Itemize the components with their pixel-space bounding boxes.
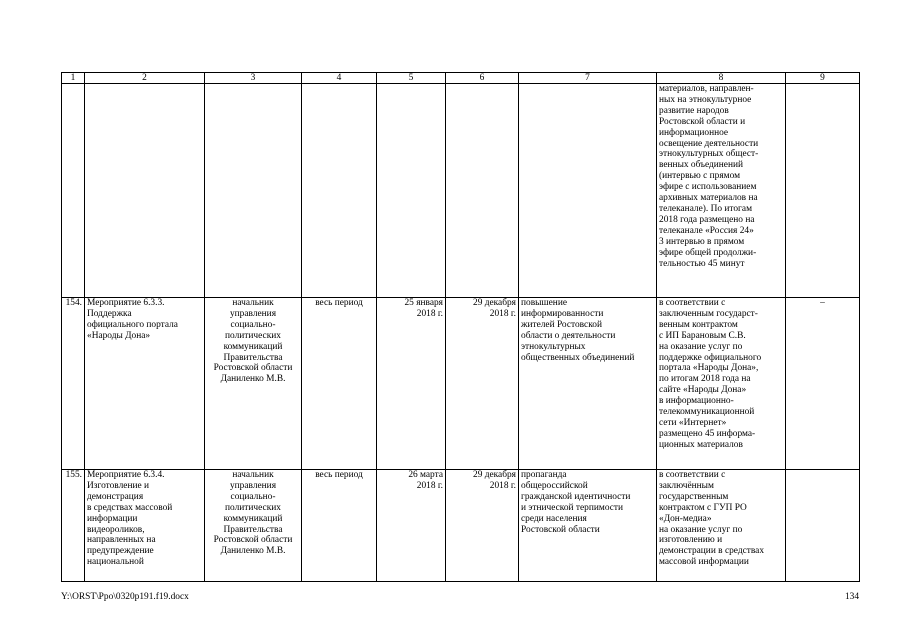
cell-line: 29 декабря <box>473 298 516 308</box>
cell-line: политических <box>225 502 281 513</box>
cell-line: «Народы Дона» <box>87 330 151 341</box>
cell-line: изготовлению и <box>659 535 723 546</box>
cell-line: предупреждение <box>87 546 154 557</box>
cell-line: информированности <box>521 308 604 319</box>
cell-line: политических <box>225 330 281 341</box>
cell-line: 2018 г. <box>416 308 443 319</box>
cell-line: 2018 г. <box>489 480 516 491</box>
cell-line: «Дон-медиа» <box>659 513 712 524</box>
cell-line: Правительства <box>223 524 283 535</box>
cell-line: Даниленко М.В. <box>220 374 286 385</box>
cell-line: в информационно- <box>659 396 734 407</box>
cell-line: 25 января <box>404 298 443 308</box>
cell-result-plan <box>519 298 657 470</box>
column-number: 5 <box>377 73 446 84</box>
cell-line: эфире с использованием <box>659 182 757 193</box>
cell-line: поддержке официального <box>659 352 762 363</box>
cell-line: социально- <box>230 491 276 502</box>
cell-line: общероссийской <box>521 480 588 491</box>
cell-event <box>85 298 205 470</box>
cell-line: информации <box>87 513 138 524</box>
cell-line: телеканале). По итогам <box>659 203 752 214</box>
cell-line: 29 декабря <box>473 470 516 480</box>
cell-line: размещено 45 информа- <box>659 428 756 439</box>
cell-line: направленных на <box>87 535 156 546</box>
cell-line: 3 интервью в прямом <box>659 236 745 247</box>
cell-line: жителей Ростовской <box>521 319 602 330</box>
cell-line: венным контрактом <box>659 319 738 330</box>
cell-line: видеороликов, <box>87 524 145 535</box>
cell-line: развитие народов <box>659 105 729 116</box>
cell-line: на оказание услуг по <box>659 341 743 352</box>
continuation-row <box>62 84 860 298</box>
cell-line: области о деятельности <box>521 330 616 341</box>
cell-line: венных объединений <box>659 160 744 171</box>
cell-line: по итогам 2018 года на <box>659 374 751 385</box>
cell-line: Даниленко М.В. <box>220 546 286 557</box>
cell-line: в соответствии с <box>659 298 726 308</box>
cell-line: Мероприятие 6.3.4. <box>87 470 165 480</box>
cell-line: государственным <box>659 491 729 502</box>
cell-reasons <box>786 470 860 582</box>
file-path: Y:\ORST\Ppo\0320p191.f19.docx <box>61 592 189 602</box>
cell-line: информационное <box>659 127 729 138</box>
column-number-row <box>62 73 860 84</box>
column-number: 4 <box>302 73 377 84</box>
cell-line: среди населения <box>521 513 587 524</box>
cell-end-date <box>446 298 519 470</box>
cell-line: Правительства <box>223 352 283 363</box>
cell-start-date <box>377 470 446 582</box>
cell-line: на оказание услуг по <box>659 524 743 535</box>
cell-line: 26 марта <box>408 470 443 480</box>
cell-result-fact <box>657 470 786 582</box>
cell-line: Ростовской области и <box>659 116 746 127</box>
cell-line: демонстрация <box>87 491 144 502</box>
cell-line: массовой информации <box>659 557 749 568</box>
column-number: 1 <box>62 73 85 84</box>
cell-line: заключенным государст- <box>659 308 758 319</box>
cell-line: с ИП Барановым С.В. <box>659 330 746 341</box>
cell-end-date <box>446 470 519 582</box>
cell-line: гражданской идентичности <box>521 491 631 502</box>
cell-result-fact <box>657 84 786 298</box>
cell-line: коммуникаций <box>223 341 283 352</box>
cell-line: заключённым <box>659 480 714 491</box>
cell-line: коммуникаций <box>223 513 283 524</box>
cell-line: портала «Народы Дона», <box>659 363 759 374</box>
cell-line: 2018 г. <box>416 480 443 491</box>
cell-line: Ростовской области <box>213 535 293 546</box>
cell-line: в соответствии с <box>659 470 726 480</box>
cell-line: Ростовской области <box>521 524 600 535</box>
column-number: 8 <box>657 73 786 84</box>
cell-line: повышение <box>521 298 568 308</box>
cell-line: 2018 г. <box>489 308 516 319</box>
cell-line: демонстрации в средствах <box>659 546 765 557</box>
cell-line: общественных объединений <box>521 352 635 363</box>
cell-row-number: 155. <box>62 470 85 582</box>
cell-line: пропаганда <box>521 470 567 480</box>
cell-line: начальник <box>232 470 274 480</box>
cell-line: контрактом с ГУП РО <box>659 502 747 513</box>
cell-line: телекоммуникационной <box>659 407 755 418</box>
report-table <box>61 72 860 582</box>
cell-reasons: – <box>786 298 860 470</box>
table-row <box>62 298 860 470</box>
cell-result-plan <box>519 470 657 582</box>
column-number: 3 <box>205 73 302 84</box>
cell-line: этнокультурных <box>521 341 586 352</box>
column-number: 2 <box>85 73 205 84</box>
column-number: 9 <box>786 73 860 84</box>
cell-line: материалов, направлен- <box>659 84 754 94</box>
cell-line: ционных материалов <box>659 439 743 450</box>
cell-line: 2018 года размещено на <box>659 214 755 225</box>
cell-line: этнокультурных общест- <box>659 149 759 160</box>
cell-line: эфире общей продолжи- <box>659 247 757 258</box>
table-row <box>62 470 860 582</box>
cell-result-fact <box>657 298 786 470</box>
cell-line: и этнической терпимости <box>521 502 624 513</box>
cell-executor <box>205 298 302 470</box>
cell-line: официального портала <box>87 319 178 330</box>
cell-line: Поддержка <box>87 308 132 319</box>
column-number: 6 <box>446 73 519 84</box>
cell-line: тельностью 45 минут <box>659 258 745 269</box>
cell-event <box>85 470 205 582</box>
cell-line: сайте «Народы Дона» <box>659 385 747 396</box>
cell-executor <box>205 470 302 582</box>
cell-period: весь период <box>302 470 377 582</box>
cell-start-date <box>377 298 446 470</box>
cell-period: весь период <box>302 298 377 470</box>
page-number: 134 <box>844 592 859 602</box>
cell-line: ных на этнокультурное <box>659 94 752 105</box>
cell-line: архивных материалов на <box>659 193 758 204</box>
cell-line: в средствах массовой <box>87 502 173 513</box>
cell-row-number: 154. <box>62 298 85 470</box>
cell-line: (интервью с прямом <box>659 171 741 182</box>
cell-line: управления <box>229 308 277 319</box>
cell-line: сети «Интернет» <box>659 417 727 428</box>
cell-line: телеканале «Россия 24» <box>659 225 754 236</box>
cell-line: национальной <box>87 557 144 568</box>
cell-line: Изготовление и <box>87 480 150 491</box>
cell-line: Мероприятие 6.3.3. <box>87 298 165 308</box>
cell-line: управления <box>229 480 277 491</box>
cell-line: Ростовской области <box>213 363 293 374</box>
cell-line: социально- <box>230 319 276 330</box>
column-number: 7 <box>519 73 657 84</box>
cell-line: начальник <box>232 298 274 308</box>
cell-line: освещение деятельности <box>659 138 759 149</box>
